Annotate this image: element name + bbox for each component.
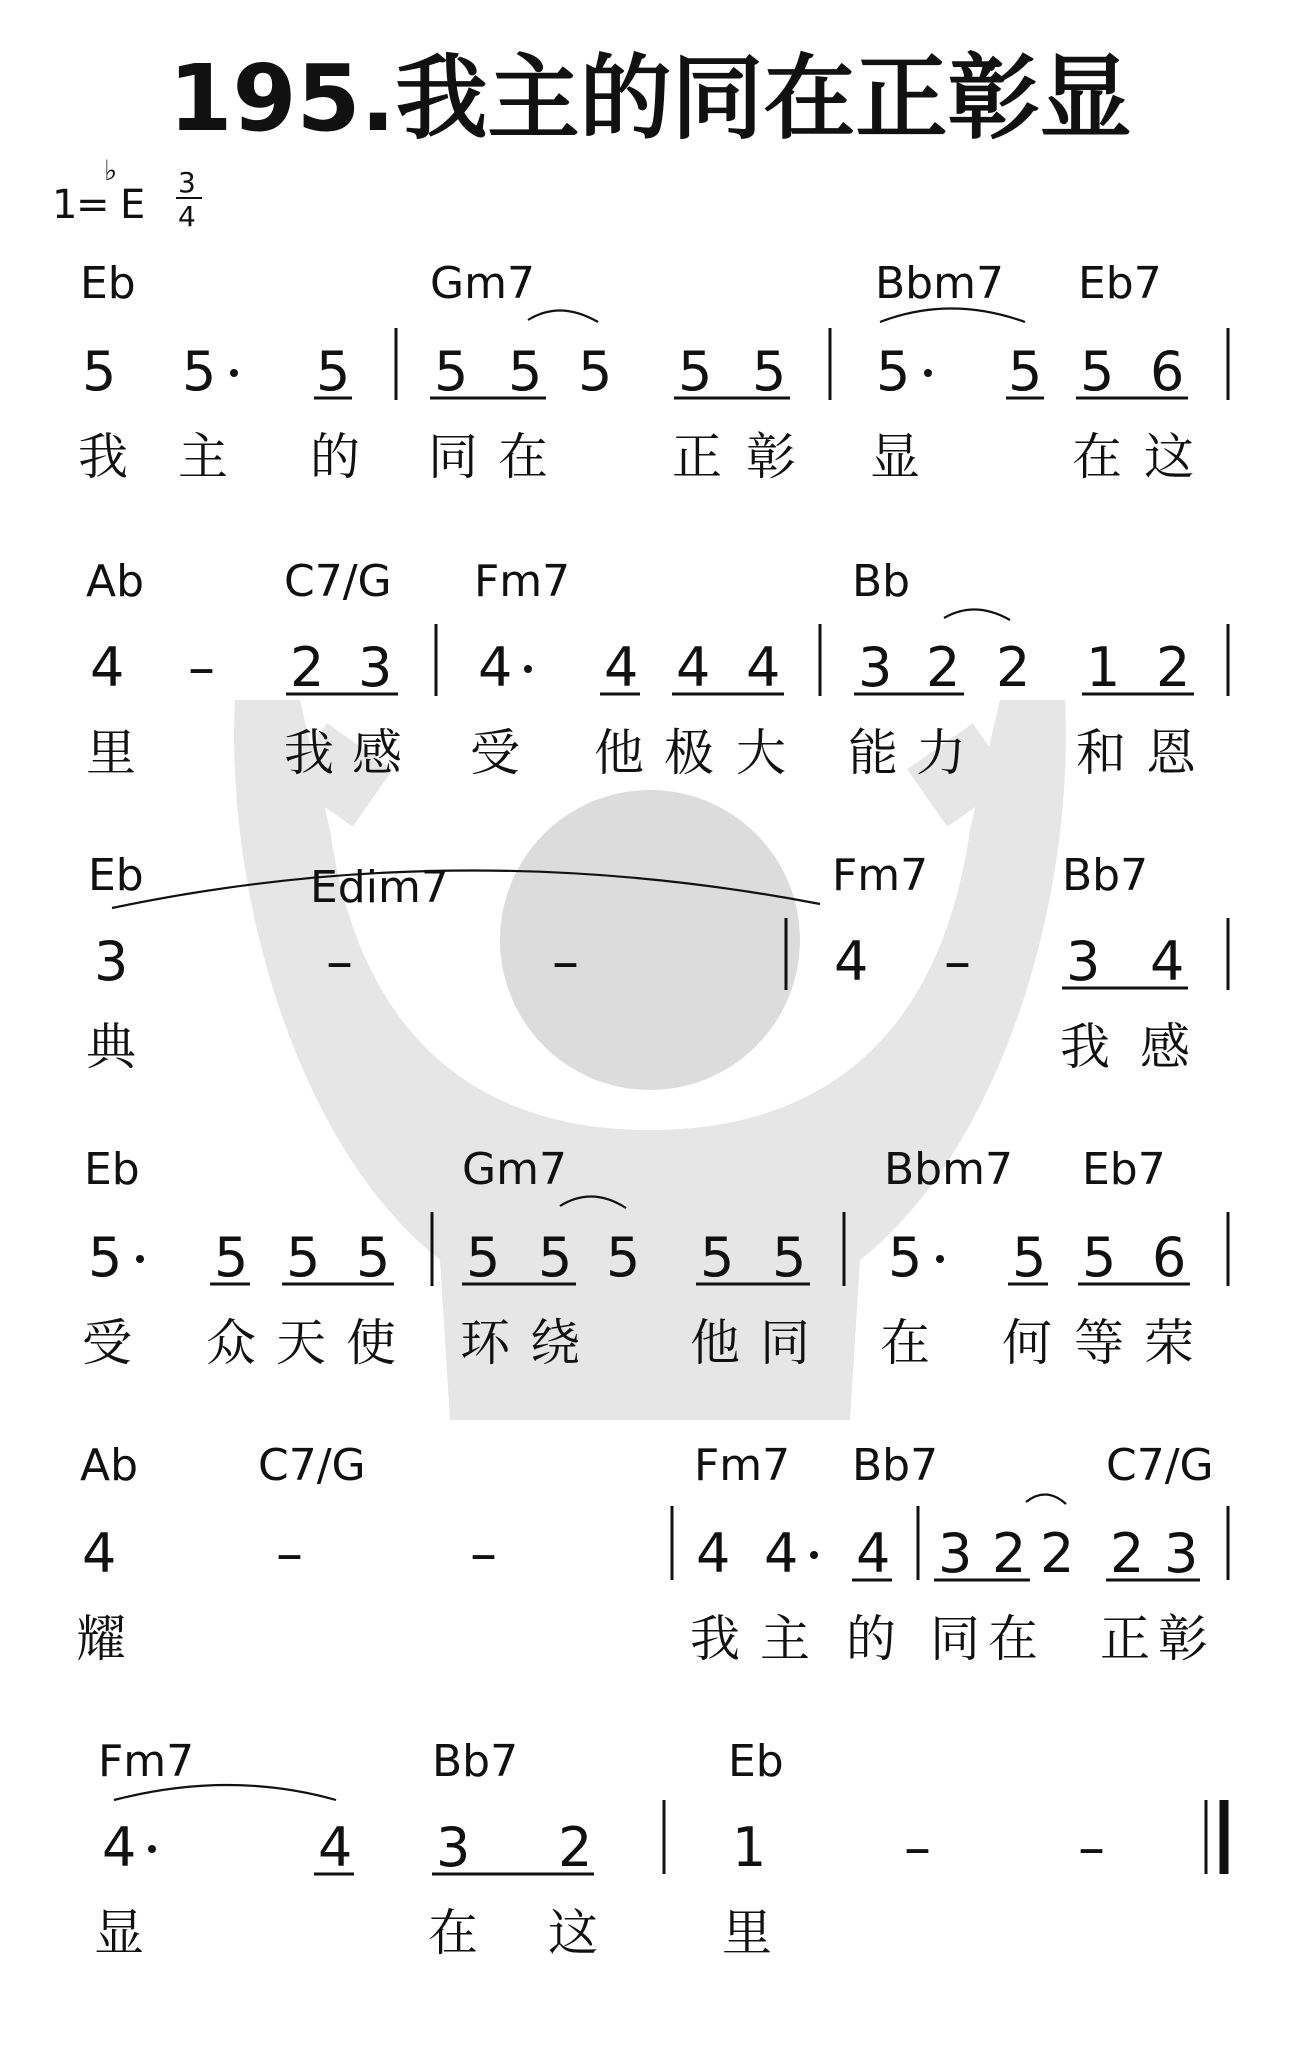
note: 2 bbox=[992, 1522, 1027, 1585]
lyric: 正 bbox=[672, 428, 722, 486]
note: 2 bbox=[1040, 1522, 1075, 1585]
note: 5 bbox=[752, 340, 787, 403]
lyric: 等 bbox=[1074, 1314, 1124, 1372]
note: 6 bbox=[1152, 1226, 1187, 1289]
note: 4 bbox=[764, 1522, 799, 1585]
lyric: 在 bbox=[428, 1904, 478, 1962]
key-equals: = bbox=[76, 182, 110, 228]
note: 2 bbox=[290, 636, 325, 699]
lyric: 的 bbox=[846, 1610, 896, 1668]
note: – bbox=[944, 930, 971, 993]
chord: Ab bbox=[80, 1440, 139, 1491]
lyric: 这 bbox=[548, 1904, 598, 1962]
lyric: 极 bbox=[664, 724, 714, 782]
note: 3 bbox=[1164, 1522, 1199, 1585]
note: 3 bbox=[436, 1816, 471, 1879]
note: 4 bbox=[318, 1816, 353, 1879]
note: 5 bbox=[1008, 340, 1043, 403]
note: 4 bbox=[746, 636, 781, 699]
note: – bbox=[470, 1522, 497, 1585]
note: 5 bbox=[578, 340, 613, 403]
lyric: 和 bbox=[1076, 724, 1126, 782]
lyric: 大 bbox=[736, 724, 786, 782]
lyric: 在 bbox=[1072, 428, 1122, 486]
lyric: 环 bbox=[460, 1314, 510, 1372]
chord: Edim7 bbox=[310, 862, 449, 913]
lyric: 在 bbox=[880, 1314, 930, 1372]
lyric: 同 bbox=[760, 1314, 810, 1372]
note: 4 bbox=[856, 1522, 891, 1585]
note: 5 bbox=[182, 340, 217, 403]
note: 4 bbox=[82, 1522, 117, 1585]
note: 1 bbox=[1086, 636, 1121, 699]
note: 5 bbox=[772, 1226, 807, 1289]
note: 2 bbox=[1110, 1522, 1145, 1585]
lyric: 主 bbox=[178, 428, 228, 486]
lyric: 我 bbox=[1060, 1018, 1110, 1076]
lyric: 感 bbox=[352, 724, 402, 782]
lyric: 在 bbox=[498, 428, 548, 486]
note: 5 bbox=[876, 340, 911, 403]
note: 5 bbox=[88, 1226, 123, 1289]
note: 5 bbox=[1080, 340, 1115, 403]
note: – bbox=[276, 1522, 303, 1585]
lyric: 能 bbox=[848, 724, 898, 782]
lyric: 我 bbox=[284, 724, 334, 782]
note: 5 bbox=[1012, 1226, 1047, 1289]
note: 5 bbox=[466, 1226, 501, 1289]
note: 5 bbox=[316, 340, 351, 403]
note: – bbox=[188, 636, 215, 699]
lyric: 他 bbox=[594, 724, 644, 782]
note: – bbox=[326, 930, 353, 993]
lyric: 受 bbox=[82, 1314, 132, 1372]
lyric: 荣 bbox=[1144, 1314, 1194, 1372]
lyric: 我 bbox=[690, 1610, 740, 1668]
chord: Eb bbox=[80, 258, 136, 309]
note: 4 bbox=[696, 1522, 731, 1585]
key-flat: ♭ bbox=[104, 154, 118, 187]
note: – bbox=[1078, 1816, 1105, 1879]
key-one: 1 bbox=[52, 182, 78, 228]
lyric: 彰 bbox=[1158, 1610, 1208, 1668]
note: 5 bbox=[286, 1226, 321, 1289]
note: 4 bbox=[834, 930, 869, 993]
lyric: 天 bbox=[276, 1314, 326, 1372]
note: 5 bbox=[214, 1226, 249, 1289]
note: 5 bbox=[538, 1226, 573, 1289]
note: 2 bbox=[926, 636, 961, 699]
lyric: 众 bbox=[206, 1314, 256, 1372]
lyric: 恩 bbox=[1146, 724, 1196, 782]
chord: Fm7 bbox=[832, 850, 929, 901]
chord: Ab bbox=[86, 556, 145, 607]
note: 4 bbox=[676, 636, 711, 699]
lyric: 感 bbox=[1140, 1018, 1190, 1076]
chord: C7/G bbox=[1106, 1440, 1214, 1491]
note: 4 bbox=[102, 1816, 137, 1879]
chord: Fm7 bbox=[474, 556, 571, 607]
lyric: 我 bbox=[78, 428, 128, 486]
lyric: 的 bbox=[310, 428, 360, 486]
note: 4 bbox=[604, 636, 639, 699]
note: 3 bbox=[1066, 930, 1101, 993]
chord: Bbm7 bbox=[875, 258, 1004, 309]
note: 5 bbox=[508, 340, 543, 403]
song-title: 195.我主的同在正彰显 bbox=[168, 45, 1132, 152]
lyric: 受 bbox=[470, 724, 520, 782]
note: 2 bbox=[996, 636, 1031, 699]
note: 3 bbox=[858, 636, 893, 699]
note: 5 bbox=[678, 340, 713, 403]
lyric: 正 bbox=[1100, 1610, 1150, 1668]
lyric: 耀 bbox=[76, 1610, 126, 1668]
note: 5 bbox=[356, 1226, 391, 1289]
note: 4 bbox=[478, 636, 513, 699]
note: 5 bbox=[1082, 1226, 1117, 1289]
lyric: 彰 bbox=[746, 428, 796, 486]
note: 1 bbox=[732, 1816, 767, 1879]
lyric: 显 bbox=[94, 1904, 144, 1962]
note: 3 bbox=[358, 636, 393, 699]
lyric: 典 bbox=[86, 1018, 136, 1076]
time-signature-numerator: 3 bbox=[178, 166, 196, 199]
note: 5 bbox=[434, 340, 469, 403]
chord: Gm7 bbox=[430, 258, 535, 309]
key-letter: E bbox=[120, 182, 146, 228]
lyric: 里 bbox=[86, 724, 136, 782]
chord: Bbm7 bbox=[884, 1144, 1013, 1195]
lyric: 同 bbox=[428, 428, 478, 486]
note: 3 bbox=[94, 930, 129, 993]
note: 5 bbox=[606, 1226, 641, 1289]
note: 5 bbox=[82, 340, 117, 403]
chord: Bb bbox=[852, 556, 911, 607]
lyric: 这 bbox=[1144, 428, 1194, 486]
note: 4 bbox=[90, 636, 125, 699]
note: 5 bbox=[888, 1226, 923, 1289]
note: 2 bbox=[1156, 636, 1191, 699]
note: 6 bbox=[1150, 340, 1185, 403]
chord: Eb7 bbox=[1078, 258, 1162, 309]
chord: Bb7 bbox=[852, 1440, 939, 1491]
lyric: 力 bbox=[916, 724, 966, 782]
lyric: 显 bbox=[870, 428, 920, 486]
chord: C7/G bbox=[258, 1440, 366, 1491]
chord: Eb bbox=[88, 850, 144, 901]
note: 2 bbox=[558, 1816, 593, 1879]
time-signature-denominator: 4 bbox=[178, 200, 196, 233]
lyric: 同 bbox=[930, 1610, 980, 1668]
note: 5 bbox=[700, 1226, 735, 1289]
chord: Eb bbox=[728, 1736, 784, 1787]
chord: Eb bbox=[84, 1144, 140, 1195]
system-6 bbox=[94, 1736, 1224, 1962]
lyric: 里 bbox=[722, 1904, 772, 1962]
system-5 bbox=[76, 1440, 1228, 1668]
lyric: 使 bbox=[346, 1314, 396, 1372]
key-signature bbox=[52, 154, 202, 233]
system-1 bbox=[78, 258, 1228, 486]
lyric: 他 bbox=[690, 1314, 740, 1372]
chord: Eb7 bbox=[1082, 1144, 1166, 1195]
lyric: 何 bbox=[1002, 1314, 1052, 1372]
chord: Fm7 bbox=[98, 1736, 195, 1787]
note: – bbox=[552, 930, 579, 993]
chord: Fm7 bbox=[694, 1440, 791, 1491]
lyric: 主 bbox=[760, 1610, 810, 1668]
watermark-logo bbox=[234, 700, 1066, 1420]
chord: Gm7 bbox=[462, 1144, 567, 1195]
chord: C7/G bbox=[284, 556, 392, 607]
note: – bbox=[904, 1816, 931, 1879]
lyric: 在 bbox=[988, 1610, 1038, 1668]
chord: Bb7 bbox=[432, 1736, 519, 1787]
note: 4 bbox=[1150, 930, 1185, 993]
chord: Bb7 bbox=[1062, 850, 1149, 901]
note: 3 bbox=[938, 1522, 973, 1585]
lyric: 绕 bbox=[530, 1314, 580, 1372]
